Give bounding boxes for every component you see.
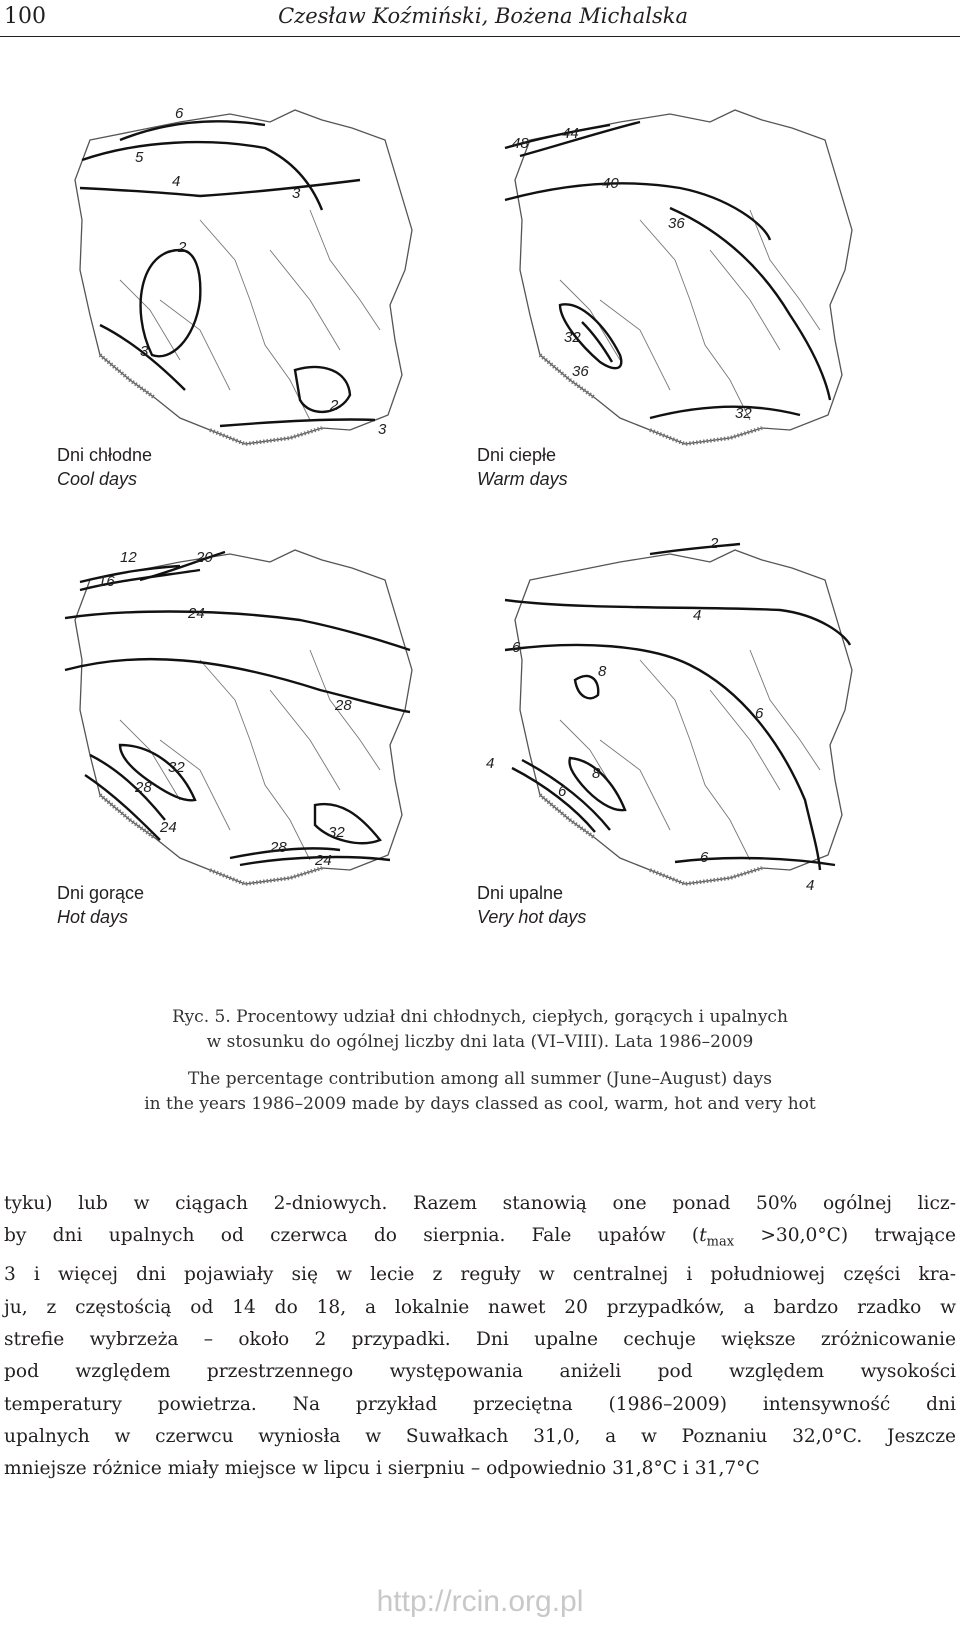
isoline-label: 28	[335, 697, 352, 714]
isoline-label: 32	[168, 759, 185, 776]
isoline-32-south	[315, 804, 380, 843]
poland-outline	[75, 110, 412, 444]
text-line: tyku) lub w ciągach 2-dniowych. Razem stanowią one ponad 50% ogólnej licz-	[4, 1193, 956, 1214]
text-line: 3 i więcej dni pojawiały się w lecie z reguły w centralnej i południowej części kra-	[4, 1264, 956, 1286]
isoline-2	[650, 544, 740, 554]
isoline-6	[120, 121, 265, 140]
isoline-label: 6	[175, 105, 184, 122]
caption-pl-line: Ryc. 5. Procentowy udział dni chłodnych, ciepłych, gorących i upalnych	[172, 1007, 788, 1027]
isoline-label: 2	[330, 397, 339, 414]
map-hot-days-caption	[57, 881, 144, 929]
isoline-label: 2	[178, 239, 187, 256]
isoline-label: 3	[140, 343, 149, 360]
figure-caption	[0, 1005, 960, 1117]
header-rule	[0, 36, 960, 37]
map-warm-days-caption	[477, 443, 568, 491]
isoline-label: 6	[558, 783, 567, 800]
isoline-8-north	[575, 676, 598, 698]
text-line: strefie wybrzeża – około 2 przypadki. Dni upalne cechuje większe zróżnicowanie	[4, 1328, 956, 1350]
isoline-label: 32	[328, 824, 345, 841]
map-cool-days	[57, 100, 440, 500]
isoline-24	[65, 612, 410, 651]
isoline-label: 4	[693, 607, 702, 624]
isoline-2-south	[295, 367, 350, 412]
isoline-40	[505, 183, 770, 240]
isoline-label: 2	[710, 535, 719, 552]
isoline-4	[80, 188, 200, 196]
isoline-label: 24	[315, 852, 332, 869]
isoline-4-north	[505, 600, 850, 645]
isoline-label: 3	[292, 185, 301, 202]
map-very-hot-days	[477, 535, 880, 940]
map-cool-days-graphic	[60, 100, 440, 500]
isoline-label: 8	[592, 765, 601, 782]
isoline-label: 4	[172, 173, 181, 190]
isoline-36-main	[670, 208, 830, 400]
text-line: pod względem przestrzennego występowania aniżeli pod względem wysokości	[4, 1361, 956, 1383]
isoline-3-south	[220, 419, 375, 426]
isoline-label: 3	[378, 421, 387, 438]
map-title-en: Hot days	[57, 907, 129, 927]
isoline-label: 36	[668, 215, 685, 232]
isoline-label: 40	[602, 175, 619, 192]
isoline-5	[82, 142, 322, 210]
text-line: upalnych w czerwcu wyniosła w Suwałkach 31,0, a w Poznaniu 32,0°C. Jeszcze	[4, 1425, 956, 1447]
isoline-label: 6	[755, 705, 764, 722]
footer-url: http://rcin.org.pl	[376, 1585, 584, 1618]
map-hot-days-graphic	[60, 540, 440, 940]
isoline-label: 28	[270, 839, 287, 856]
isoline-label: 32	[564, 329, 581, 346]
variable-t: t	[699, 1225, 707, 1247]
map-title-pl: Dni chłodne	[57, 445, 153, 465]
map-hot-days	[57, 540, 440, 940]
subscript-max: max	[706, 1235, 735, 1251]
isoline-label: 28	[135, 779, 152, 796]
poland-outline	[515, 550, 852, 884]
isoline-label: 24	[160, 819, 177, 836]
map-very-hot-days-graphic	[486, 535, 880, 940]
isoline-6-main	[505, 645, 820, 870]
map-title-en: Very hot days	[477, 907, 587, 927]
running-head-authors: Czesław Koźmiński, Bożena Michalska	[278, 4, 688, 28]
map-title-en: Cool days	[57, 469, 138, 489]
isoline-label: 4	[486, 755, 495, 772]
isoline-label: 48	[512, 135, 529, 152]
isoline-6-south	[675, 858, 835, 865]
poland-outline	[75, 550, 412, 884]
map-warm-days-graphic	[500, 100, 880, 500]
isoline-label: 44	[562, 125, 579, 142]
isoline-3-north	[200, 180, 360, 196]
poland-outline	[515, 110, 852, 444]
map-warm-days	[477, 100, 880, 500]
text-fragment: by dni upalnych od czerwca do sierpnia. Fale upałów (	[4, 1225, 700, 1247]
isoline-label: 8	[598, 663, 607, 680]
text-line	[4, 1220, 956, 1259]
caption-en-line: in the years 1986–2009 made by days classed as cool, warm, hot and very hot	[144, 1094, 816, 1114]
isoline-2-west	[141, 250, 201, 356]
isoline-label: 24	[188, 605, 205, 622]
caption-pl-line: w stosunku do ogólnej liczby dni lata (VI–VIII). Lata 1986–2009	[206, 1032, 754, 1052]
river-network	[120, 210, 380, 420]
body-paragraph	[4, 1188, 956, 1485]
isoline-36-central	[582, 322, 612, 362]
map-title-pl: Dni upalne	[477, 883, 564, 903]
mountain-hatching	[100, 795, 322, 884]
isoline-label: 32	[735, 405, 752, 422]
map-title-pl: Dni gorące	[57, 883, 145, 903]
text-line: mniejsze różnice miały miejsce w lipcu i sierpniu – odpowiednio 31,8°C i 31,7°C	[4, 1458, 760, 1480]
isoline-label: 36	[572, 363, 589, 380]
isoline-label: 6	[700, 849, 709, 866]
isoline-32-south	[650, 407, 800, 418]
isoline-label: 4	[806, 877, 815, 894]
map-cool-days-caption	[57, 443, 152, 491]
isoline-label: 12	[120, 549, 137, 566]
isoline-28-north	[65, 659, 410, 712]
text-line: ju, z częstością od 14 do 18, a lokalnie nawet 20 przypadków, a bardzo rzadko w	[4, 1296, 956, 1318]
page-number: 100	[4, 4, 46, 29]
isoline-label: 20	[196, 549, 213, 566]
isoline-label: 6	[512, 639, 521, 656]
caption-en-line: The percentage contribution among all summer (June–August) days	[188, 1069, 772, 1089]
isoline-label: 16	[98, 573, 115, 590]
river-network	[560, 210, 820, 420]
text-line: temperatury powietrza. Na przykład przeciętna (1986–2009) intensywność dni	[4, 1393, 956, 1415]
map-title-pl: Dni ciepłe	[477, 445, 557, 465]
map-title-en: Warm days	[477, 469, 568, 489]
mountain-hatching	[100, 355, 322, 444]
map-very-hot-days-caption	[477, 881, 586, 929]
running-header	[0, 0, 960, 38]
isoline-label: 5	[135, 149, 144, 166]
text-fragment: >30,0°C) trwające	[734, 1225, 956, 1247]
